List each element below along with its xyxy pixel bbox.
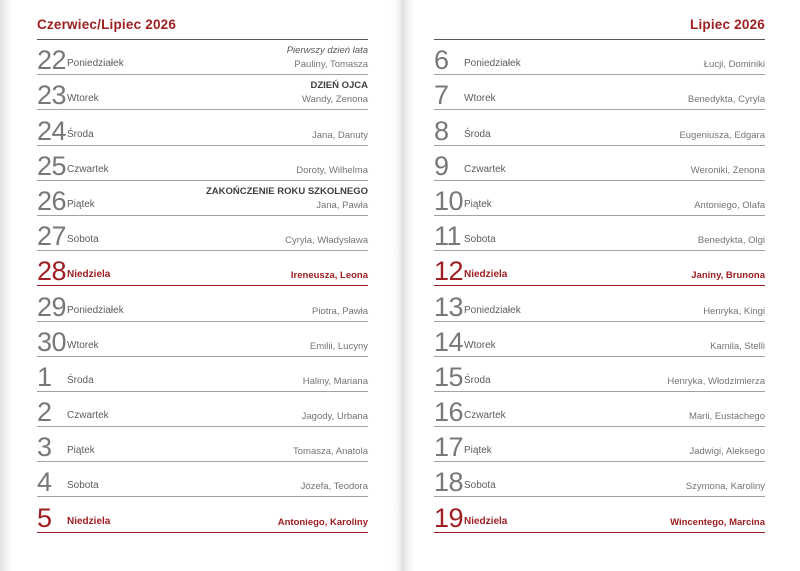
row-annotations <box>689 411 765 422</box>
row-annotations <box>312 306 368 317</box>
row-annotations <box>296 165 368 176</box>
weekday-label: Sobota <box>67 480 99 492</box>
name-day-label: Szymona, Karoliny <box>685 481 765 493</box>
weekday-label: Niedziela <box>464 515 508 527</box>
weekday-label: Czwartek <box>464 410 506 422</box>
day-number: 11 <box>434 221 462 252</box>
weekday-label: Czwartek <box>67 163 109 175</box>
day-number: 6 <box>434 45 449 76</box>
weekday-label: Poniedziałek <box>464 58 521 70</box>
weekday-label: Piątek <box>464 198 492 210</box>
row-annotations <box>310 341 368 352</box>
day-row-29 <box>37 286 368 321</box>
day-number: 9 <box>434 150 449 181</box>
day-number: 19 <box>434 502 464 533</box>
special-day-label: DZIEŃ OJCA <box>310 80 368 92</box>
weekday-label: Środa <box>67 128 94 140</box>
day-number: 16 <box>434 397 464 428</box>
name-day-label: Wincentego, Marcina <box>670 516 765 528</box>
day-number: 2 <box>37 397 52 428</box>
row-annotations <box>691 165 765 176</box>
name-day-label: Ireneusza, Leona <box>290 270 368 282</box>
day-row-23 <box>37 75 368 110</box>
day-row-13 <box>434 286 765 321</box>
day-number: 5 <box>37 502 52 533</box>
row-annotations <box>667 376 765 387</box>
name-day-label: Łucji, Dominiki <box>703 59 765 71</box>
weekday-label: Czwartek <box>464 163 506 175</box>
row-annotations <box>703 306 765 317</box>
weekday-label: Poniedziałek <box>67 304 124 316</box>
day-number: 30 <box>37 326 67 357</box>
row-annotations <box>285 235 368 246</box>
day-row-12 <box>434 251 765 286</box>
day-row-30 <box>37 322 368 357</box>
day-number: 13 <box>434 291 464 322</box>
row-annotations <box>312 130 368 141</box>
day-row-10 <box>434 181 765 216</box>
weekday-label: Wtorek <box>67 339 99 351</box>
day-row-5 <box>37 497 368 532</box>
right-page <box>434 0 765 571</box>
row-annotations <box>302 80 368 105</box>
right-page-header <box>434 0 765 40</box>
day-row-1 <box>37 357 368 392</box>
day-row-27 <box>37 216 368 251</box>
name-day-label: Henryka, Kingi <box>703 305 765 317</box>
day-row-15 <box>434 357 765 392</box>
right-page-title: Lipiec 2026 <box>690 17 765 32</box>
row-annotations <box>710 341 765 352</box>
day-row-8 <box>434 110 765 145</box>
day-number: 28 <box>37 256 67 287</box>
day-row-7 <box>434 75 765 110</box>
weekday-label: Wtorek <box>464 339 496 351</box>
name-day-label: Antoniego, Karoliny <box>277 516 368 528</box>
name-day-label: Kamila, Stelli <box>710 340 765 352</box>
weekday-label: Niedziela <box>67 515 111 527</box>
day-number: 4 <box>37 467 52 498</box>
name-day-label: Haliny, Mariana <box>302 375 368 387</box>
day-row-9 <box>434 146 765 181</box>
day-number: 29 <box>37 291 67 322</box>
day-number: 23 <box>37 80 67 111</box>
day-row-17 <box>434 427 765 462</box>
day-row-24 <box>37 110 368 145</box>
left-page-rows <box>37 40 368 533</box>
weekday-label: Sobota <box>67 234 99 246</box>
name-day-label: Józefa, Teodora <box>300 481 368 493</box>
row-annotations <box>293 446 368 457</box>
weekday-label: Sobota <box>464 234 496 246</box>
day-number: 17 <box>434 432 464 463</box>
right-page-rows <box>434 40 765 533</box>
row-annotations <box>301 481 368 492</box>
day-row-14 <box>434 322 765 357</box>
name-day-label: Weroniki, Zenona <box>690 164 765 176</box>
name-day-label: Henryka, Włodzimierza <box>667 375 765 387</box>
row-annotations <box>704 59 765 70</box>
day-number: 7 <box>434 80 449 111</box>
row-annotations <box>694 200 765 211</box>
special-day-label: Pierwszy dzień lata <box>286 45 368 57</box>
name-day-label: Doroty, Wilhelma <box>296 164 368 176</box>
day-row-11 <box>434 216 765 251</box>
name-day-label: Piotra, Pawła <box>312 305 368 317</box>
row-annotations <box>689 446 765 457</box>
weekday-label: Piątek <box>67 198 95 210</box>
row-annotations <box>698 235 765 246</box>
row-annotations <box>291 270 368 281</box>
name-day-label: Wandy, Zenona <box>301 94 368 106</box>
row-annotations <box>686 481 765 492</box>
row-annotations <box>287 45 368 70</box>
weekday-label: Wtorek <box>67 93 99 105</box>
day-number: 26 <box>37 185 67 216</box>
day-number: 24 <box>37 115 67 146</box>
day-number: 27 <box>37 221 67 252</box>
name-day-label: Pauliny, Tomasza <box>294 59 368 71</box>
name-day-label: Benedykta, Cyryla <box>687 94 765 106</box>
page-seam <box>391 0 421 571</box>
day-row-25 <box>37 146 368 181</box>
row-annotations <box>303 376 368 387</box>
name-day-label: Jadwigi, Aleksego <box>689 446 765 458</box>
name-day-label: Jana, Pawła <box>316 199 368 211</box>
day-number: 1 <box>37 361 52 392</box>
weekday-label: Środa <box>464 374 491 386</box>
day-row-2 <box>37 392 368 427</box>
weekday-label: Poniedziałek <box>67 58 124 70</box>
weekday-label: Piątek <box>464 445 492 457</box>
day-row-4 <box>37 462 368 497</box>
row-annotations <box>302 411 368 422</box>
day-number: 8 <box>434 115 449 146</box>
name-day-label: Janiny, Brunona <box>691 270 765 282</box>
row-annotations <box>206 186 368 211</box>
name-day-label: Marii, Eustachego <box>688 411 765 423</box>
special-day-label: ZAKOŃCZENIE ROKU SZKOLNEGO <box>205 185 368 197</box>
left-page-title: Czerwiec/Lipiec 2026 <box>37 17 177 32</box>
left-page-header <box>37 0 368 40</box>
weekday-label: Środa <box>67 374 94 386</box>
day-number: 18 <box>434 467 464 498</box>
day-row-16 <box>434 392 765 427</box>
name-day-label: Tomasza, Anatola <box>293 446 368 458</box>
day-number: 25 <box>37 150 67 181</box>
name-day-label: Cyryla, Władysława <box>285 235 368 247</box>
weekday-label: Wtorek <box>464 93 496 105</box>
day-number: 3 <box>37 432 52 463</box>
day-row-3 <box>37 427 368 462</box>
day-row-18 <box>434 462 765 497</box>
name-day-label: Antoniego, Olafa <box>694 199 765 211</box>
page-edge-left <box>0 0 13 571</box>
weekday-label: Poniedziałek <box>464 304 521 316</box>
name-day-label: Jagody, Urbana <box>301 411 368 423</box>
weekday-label: Niedziela <box>464 269 508 281</box>
row-annotations <box>278 517 368 528</box>
day-row-28 <box>37 251 368 286</box>
left-page <box>37 0 368 571</box>
weekday-label: Piątek <box>67 445 95 457</box>
day-row-19 <box>434 497 765 532</box>
weekday-label: Sobota <box>464 480 496 492</box>
weekday-label: Czwartek <box>67 410 109 422</box>
day-row-26 <box>37 181 368 216</box>
day-row-6 <box>434 40 765 75</box>
row-annotations <box>691 270 765 281</box>
name-day-label: Benedykta, Olgi <box>697 235 765 247</box>
row-annotations <box>670 517 765 528</box>
row-annotations <box>679 130 765 141</box>
name-day-label: Emilii, Lucyny <box>309 340 368 352</box>
day-number: 15 <box>434 361 464 392</box>
name-day-label: Eugeniusza, Edgara <box>679 129 765 141</box>
row-annotations <box>688 94 765 105</box>
weekday-label: Niedziela <box>67 269 111 281</box>
day-number: 14 <box>434 326 464 357</box>
day-number: 12 <box>434 256 464 287</box>
name-day-label: Jana, Danuty <box>312 129 368 141</box>
weekday-label: Środa <box>464 128 491 140</box>
day-number: 10 <box>434 185 464 216</box>
day-row-22 <box>37 40 368 75</box>
day-number: 22 <box>37 45 67 76</box>
